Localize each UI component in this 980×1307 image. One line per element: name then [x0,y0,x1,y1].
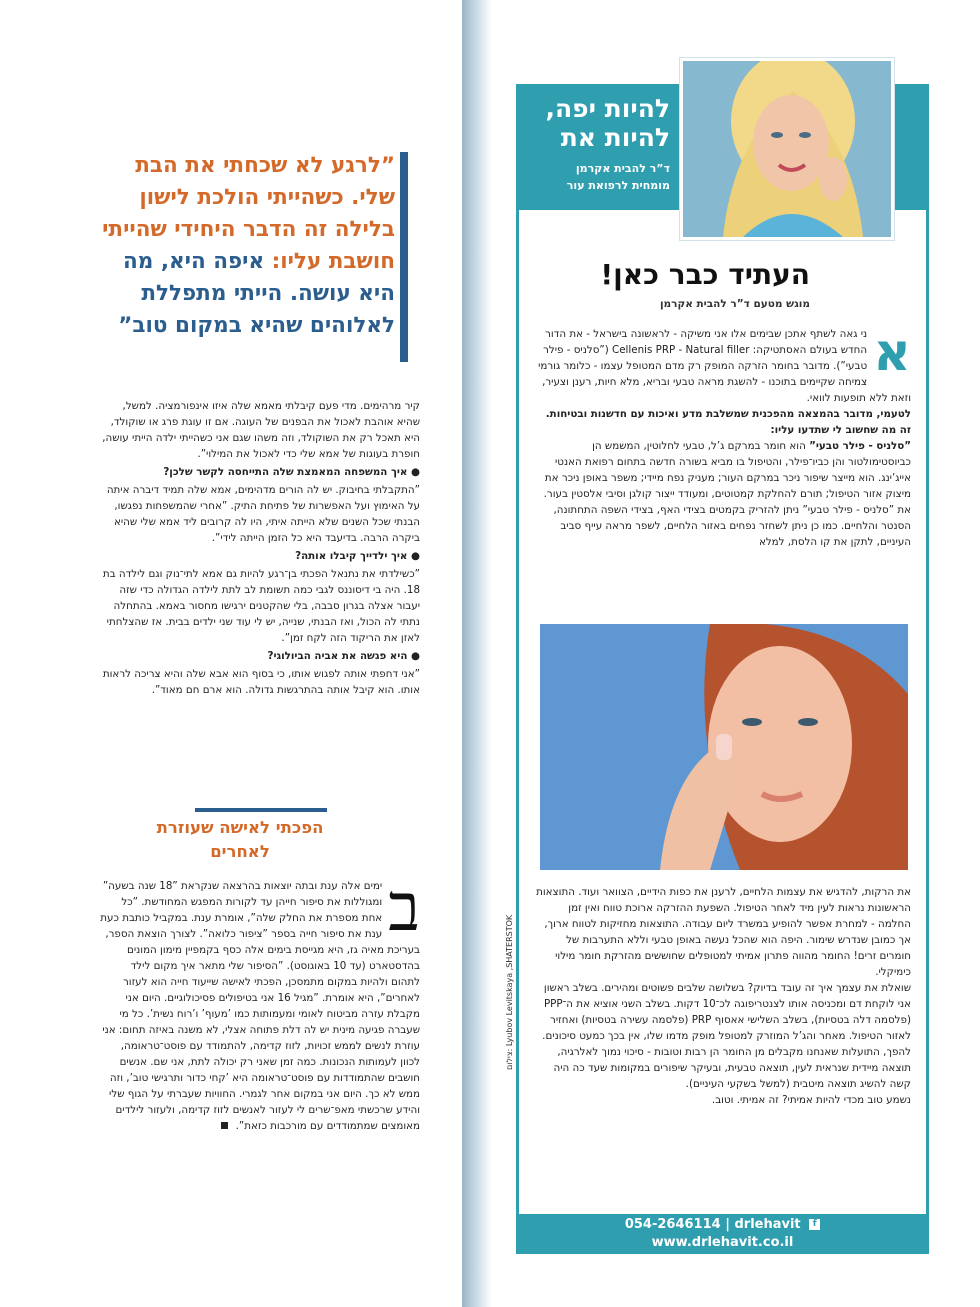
author-portrait [680,58,894,240]
pull-quote-part1: ”לרגע לא שכחתי את הבת שלי. כשהייתי הולכת לישון בלילה זה הדבר היחידי שהייתי חושבת עליו: [102,153,395,274]
headline: העתיד כבר כאן! [600,258,810,291]
paragraph: את הרקות, להדגיש את עצמות הלחיים, לרענן את כפות הידיים, הצוואר ועוד. התוצאות הראשונות נראות לעין מיד לאחר הטיפול. השפעת ההזרקה ארוכת טווח ואין זמן החלמה - למחרת אפשר להופיע במשרד ליום עבודה. התוצאות מחזיקות לטווח ארוך, אך כמובן שנדרש שימור. היפה הוא שהכל נעשה באופן טבעי וללא התערבות של חומרים זרים! החומר מהווה פתרון אמיתי למטופלים שחוששים מהזרקת חומר מילוי כימיקלי. [536,886,911,978]
question: ● איך ילדייך קיבלו אותה? [295,550,420,562]
facebook-icon: f [809,1219,820,1230]
article-photo [540,624,908,870]
question: ● איך המשפחה המאמצת שלה התייחסה לקשר שלכן? [163,466,420,478]
left-article-body [100,398,420,700]
paragraph: ”סלניס - פילר טבעי” הוא חומר במרקם ג’ל, טבעי לחלוטין, המשמש הן כביוסטימולטור והן כביו־פילר, והטיפול בו מביא בשורה חדשה בתחום רפואת האנטי אייג’ינג. הוא מייצר שיפור ניכר במרקם העור; מעניק נפח מיידי; משפר באופן ניכר את מיצוק אזור הטיפול; תורם להחלקת קמטוטים, ומעודד ייצור קולגן וסיבי אלסטין בעור. [543,440,911,500]
answer: ”התקבלתי בחיבוק. יש לה הורים מדהימים, אמא שלה תמיד דיברה איתה על האימוץ ועל האפשרות של פתיחת התיק. ”אחרי שהמשפחות נפגשו, הבנתי שכל השנים שלא הייתה איתי, היו לה קרובים ליד אמא שלי שהיא ביקרה הרבה. בדיעבד היא כל הזמן הייתה לידי”. [106,484,420,544]
footer-phone[interactable]: 054-2646114 | drlehavit [624,1217,801,1232]
column-author [520,160,670,194]
footer-contact-line [516,1214,929,1234]
footer-website[interactable]: www.drlehavit.co.il [651,1235,794,1250]
quote-bar [400,152,408,362]
question: ● היא פגשה את אביה הביולוגי? [267,650,420,662]
end-mark-icon [221,1122,228,1129]
paragraph-bold: לטעמי, מדובר בהמצאה מהפכנית שמשלבת מדע ואיכות עם חדשנות ובטיחות. זה מה שחשוב לי שתדעו עליו: [545,408,911,436]
author-name: ד”ר להבית אקרמן [575,162,670,175]
column-title: להיות יפה, להיות את [545,94,670,152]
drop-cap: א [873,323,911,383]
paragraph: שואלת את עצמך איך זה עובד בדיוק? בשלושה שלבים פשוטים ומהירים. בשלב ראשון אני לוקחת דם ומכניסה אותו לצנטריפוגה לכ־10 דקות. בשלב השני אוציא את ה־PPP (פלסמה דלה בטסיות), בשלב השלישי אאסוף PRP (פלסמה עשירה בטסיות) ואחזיר לאזור הטיפול. מאחר והג’ל המוזרק למטופל מופק מדמו שלו, אין בכך כמעט סיכונים. להפך, התועלות שאנחנו מקבלים מן החומר הן רבות וטובות - סיכוי נמוך לאלרגיה, תוצאה מיידית שנראית לעין, תוצאה טבעית, ובעיקר שיפורים במקומות שעד כה היה קשה להשיג תוצאה מיטבית (למשל בשקעי העיניים). [542,982,911,1090]
author-title: מומחית לרפואת עור [566,179,670,192]
answer: ”כשילדתי את נתנאל הפכתי בן־רגע להיות גם אמא לתי־נוק וגם לילדה בת 18. היה בי דיסוננס לגבי כמה תשומת לב לתת לילדה הגדולה כדי שזה יעבור אצלה בגרון סבבה, בלי שהקטנים ירגישו מחסור באמא. בהתחלה נתתי לה הכול, ואז הבנתי, שנייה, יש לי עוד שני ילדים בבית. אז שהצלחתי לאזן את הריקוד הזה לקח זמן”. [102,568,420,644]
right-article-body [533,323,911,550]
section-title: הפכתי לאישה שעוזרת לאחרים [156,818,324,861]
byline: מוגש מטעם ד”ר להבית אקרמן [659,298,810,310]
paragraph: את ”סלניס - פילר טבעי” ניתן להזריק בקמטים בצידי האף, בצידי השפה התחתונה, הסנטר והלחיים. כמו כן ניתן לשחזר נפחים באזור הלחיים, לשפר מראה עייף סביב העיניים, לתקן את קו הלסת, למלא [553,504,911,548]
contact-footer [516,1214,929,1254]
photo-credit: צילום: Lyubov Levitskaya ,SHATERSTOK [505,914,514,1070]
pull-quote-part2: איפה היא, מה היא עושה. הייתי מתפללת לאלוהים שהיא במקום טוב” [118,249,395,338]
left-section-body [100,869,420,1134]
page-gutter [462,0,492,1307]
pull-quote [100,150,395,342]
paragraph: קיר מרהימים. מדי פעם קיבלתי מאמא שלה איזו אינפורמציה. למשל, שהיא אוהבת לאכול את הבפנים של העוגה. אם זו עוגת פרג או שוקולד, היא תאכל רק את השוקולד, וזה משהו שגם אני כשהייתי ילדה הייתי עושה, חופרת בעוגות של אמא שלי כדי לאכול את המילוי”. [102,400,420,460]
paragraph: נשמע טוב מכדי להיות אמיתי? זה אמיתי. וטוב. [711,1094,911,1106]
paragraph: ני גאה לשתף אתכן שבימים אלו אני משיקה - לראשונה בישראל - את הדור החדש בעולם האסתטיקה: Cellenis PRP - Natural filler (”סלניס - פילר טבעי”). מדובר בחומר הזרקה המופק רק מדם המטופל עצמו - כלומר גורמי צמיחה שקיימים בתוכנו - להשגת מראה טבעי ובריא, מלא חיות, רענן וצעיר, וזאת ללא תופעות לוואי. [538,328,911,404]
section-rule [195,808,327,812]
section-text: ימים אלה ענת ובתה יוצאות בהרצאה שנקראת ”18 שנה בשעה” ומגוללות את סיפור חייהן עד לקורות המפגש המחודשת. ”כל אחת מספרת את החלק שלה”, אומרת ענת. במקביל כותבת כעת ענת את סיפור חייה בספר ”ציפור כלואה”. לצורך הוצאת הספר, בעריכת מאיה גז, היא מגייסת בימים אלה כסף בקמפיין מימון המונים בהדסטארט (עד 10 באוגוסט). ”הסיפור שלי מתאר איך מקום לילד לתהום ולהיות במקום מתמסכן, הפכתי לאישה שייעוד חייה הוא לעזור לאחרים”, היא אומרת. ”מגיל 16 אני בטיפולים פסיכולוגיים. היום אני מקבלת עזרה מביטוח לאומי ומעמותות כמו ’מעוף’ ו’רוח נשית’. כל מי שעברה פגיעה מינית יש לה דלת פתוחה אצלי, לא משנה באיזה תחום: אני עוזרת לנשים לממש זכויות, לזוז קדימה, להתמודד עם פוסט־טראומה, לכוון לעמותות הנכונות. כמה זמן שאני רק יכולה לתת, אני שם. אנשים חושבים שהתמודדות עם פוסט־טראומה היא ’קחי כדור ותרגישי טוב’, וזה ממש לא כך. היום אני במקום אחר לגמרי. החוויות שעברתי על הגוף שלי והידע שרכשתי מאפ־שרים לי לעזור לאנשים לזוז קדימה, ולעזור לילדים מאומצים שמתמודדים עם מורכבות כזאת”. [100,880,420,1132]
drop-cap: ב [388,869,420,946]
answer: ”אני דחפתי אותה לפגוש אותו, כי בסוף הוא אבא שלה והיא צריכה לראות אותו. הוא קיבל אותה בהתרגשות גדולה. הוא ארם חם מאוד”. [102,668,420,696]
right-article-body-2 [533,884,911,1108]
